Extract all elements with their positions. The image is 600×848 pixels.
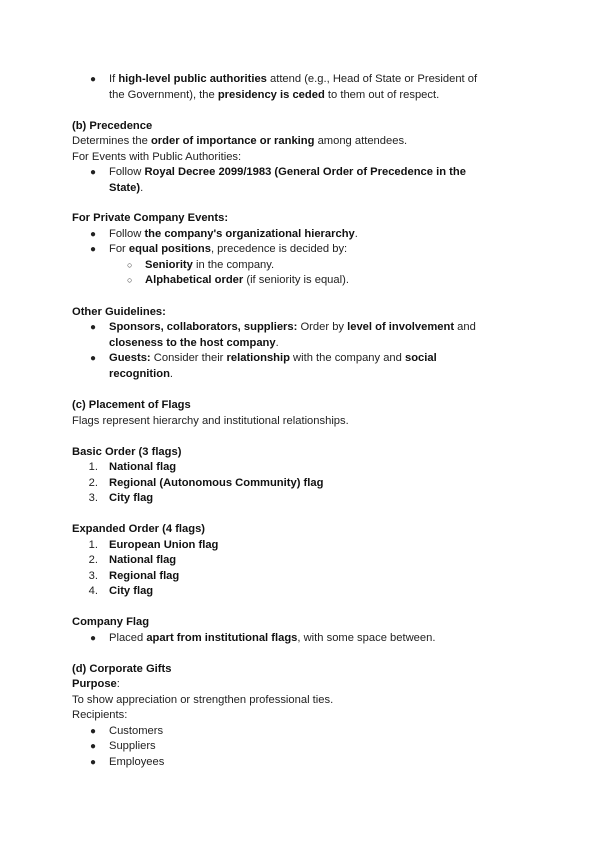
public-authorities-label: For Events with Public Authorities: (72, 151, 242, 163)
bullet-icon: ● (90, 633, 97, 644)
recipient-item: Suppliers (109, 740, 156, 752)
flags-description: Flags represent hierarchy and institutional relationships. (72, 415, 349, 427)
expanded-flag-item: National flag (109, 554, 177, 566)
public-rule-line-1: Follow Royal Decree 2099/1983 (General Order of Precedence in the (109, 166, 466, 178)
list-number: 2. (88, 477, 98, 489)
recipients-label: Recipients: (72, 709, 128, 721)
other-item-2-line-1: Guests: Consider their relationship with the company and social (109, 352, 437, 364)
expanded-order-heading: Expanded Order (4 flags) (72, 523, 206, 535)
list-number: 4. (88, 585, 98, 597)
purpose-label: Purpose: (72, 678, 120, 690)
precedence-description: Determines the order of importance or ranking among attendees. (72, 135, 408, 147)
other-guidelines-heading: Other Guidelines: (72, 306, 166, 318)
bullet-icon: ● (90, 322, 97, 333)
basic-flag-item: City flag (109, 492, 154, 504)
basic-order-heading: Basic Order (3 flags) (72, 446, 182, 458)
list-number: 2. (88, 554, 98, 566)
bullet-icon: ● (90, 741, 97, 752)
public-rule-line-2: State). (109, 182, 144, 194)
bullet-icon: ● (90, 726, 97, 737)
intro-line-1: If high-level public authorities attend (e.g., Head of State or President of (109, 73, 478, 85)
purpose-text: To show appreciation or strengthen professional ties. (72, 694, 334, 706)
intro-line-2: the Government), the presidency is ceded to them out of respect. (109, 89, 440, 101)
expanded-flag-item: City flag (109, 585, 154, 597)
bullet-icon: ● (90, 74, 97, 85)
expanded-flag-item: Regional flag (109, 570, 180, 582)
bullet-icon: ● (90, 244, 97, 255)
section-heading-gifts: (d) Corporate Gifts (72, 663, 172, 675)
private-events-heading: For Private Company Events: (72, 212, 229, 224)
section-heading-flags: (c) Placement of Flags (72, 399, 191, 411)
private-item-1: Follow the company's organizational hierarchy. (109, 228, 358, 240)
expanded-flag-item: European Union flag (109, 539, 219, 551)
private-subitem-2: Alphabetical order (if seniority is equal). (145, 274, 349, 286)
section-heading-precedence: (b) Precedence (72, 120, 153, 132)
list-number: 3. (88, 570, 98, 582)
list-number: 3. (88, 492, 98, 504)
bullet-icon: ● (90, 757, 97, 768)
bullet-icon: ● (90, 167, 97, 178)
company-flag-item: Placed apart from institutional flags, with some space between. (109, 632, 436, 644)
private-item-2: For equal positions, precedence is decided by: (109, 243, 348, 255)
company-flag-heading: Company Flag (72, 616, 150, 628)
other-item-2-line-2: recognition. (109, 368, 174, 380)
list-number: 1. (88, 539, 98, 551)
list-number: 1. (88, 461, 98, 473)
private-subitem-1: Seniority in the company. (145, 259, 275, 271)
recipient-item: Customers (109, 725, 164, 737)
recipient-item: Employees (109, 756, 165, 768)
circle-bullet-icon: ○ (127, 260, 133, 270)
basic-flag-item: National flag (109, 461, 177, 473)
circle-bullet-icon: ○ (127, 275, 133, 285)
bullet-icon: ● (90, 353, 97, 364)
bullet-icon: ● (90, 229, 97, 240)
basic-flag-item: Regional (Autonomous Community) flag (109, 477, 324, 489)
other-item-1-line-1: Sponsors, collaborators, suppliers: Order by level of involvement and (109, 321, 476, 333)
other-item-1-line-2: closeness to the host company. (109, 337, 279, 349)
